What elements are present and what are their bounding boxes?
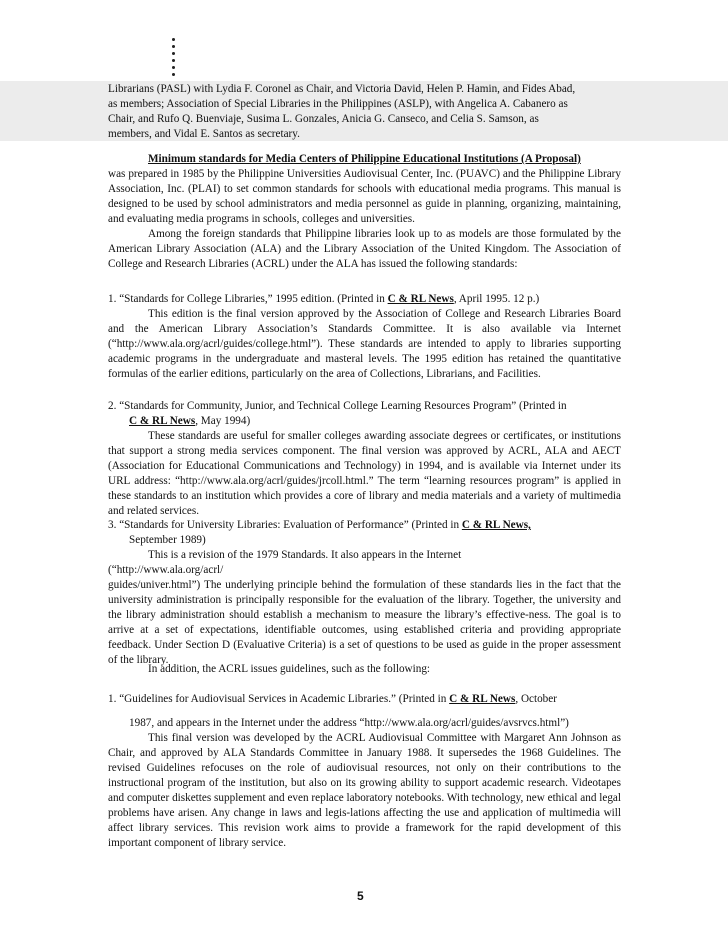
publication-link: C & RL News bbox=[387, 293, 454, 305]
line: Librarians (PASL) with Lydia F. Coronel as Chair, and Victoria David, Helen P. Hamin, and Fides Abad, bbox=[108, 83, 576, 95]
guideline-1-body: This final version was developed by the ACRL Audiovisual Committee with Margaret Ann Johnson as Chair, and approved by ALA Standards Committee in January 1988. It supersedes the 1968 Guidelines. The revised Guidelines refocuses on the role of audiovisual resources, not only on their contributions to the instructional program of the institution, but also on its growing ability to support academic research. Videotapes and computer diskettes supplement and even replace laboratory notebooks. With technology, new ethical and legal problems have arisen. Any change in laws and legis-lations affecting the use and application of multimedia will affect library services. This revision work aims to provide a framework for the rapid development of this important component of library service. bbox=[108, 732, 621, 849]
item-1-heading: 1. “Standards for College Libraries,” 1995 edition. (Printed in C & RL News, April 1995. 12 p.) bbox=[108, 293, 540, 305]
minimum-standards-paragraph bbox=[108, 152, 621, 227]
item-3-date: September 1989) bbox=[129, 534, 206, 546]
item-2-body: These standards are useful for smaller colleges awarding associate degrees or certificates, or institutions that support a strong media services component. The final version was approved by ACRL, ALA and AECT (Association for Educational Communications and Technology) in 1994, and is available via Internet under its URL address: “http://www.ala.org/acrl/guides/jrcoll.html.” The term “learning resources program” is applied in these standards to an institution which provides a core of library and media materials and a variety of multimedia and related services. bbox=[108, 430, 621, 517]
foreign-standards-text: Among the foreign standards that Philippine libraries look up to as models are those formulated by the American Library Association (ALA) and the Library Association of the United Kingdom. The Association of College and Research Libraries (ACRL) under the ALA has issued the following standards: bbox=[108, 228, 621, 270]
bullet-dots-decoration bbox=[170, 38, 180, 80]
dot bbox=[172, 45, 175, 48]
item-2-source: C & RL News, May 1994) bbox=[129, 415, 251, 427]
dot bbox=[172, 38, 175, 41]
guideline-1-heading: 1. “Guidelines for Audiovisual Services in Academic Libraries.” (Printed in C & RL News, October bbox=[108, 693, 557, 705]
minimum-standards-text: was prepared in 1985 by the Philippine Universities Audiovisual Center, Inc. (PUAVC) and the Philippine Library Association, Inc. (PLAI) to set common standards for schools with educational media programs. This manual is designed to be used by school administrators and media personnel as guide in planning, organizing, maintaining, and evaluating media programs in schools, colleges and universities. bbox=[108, 168, 621, 225]
page-number: 5 bbox=[357, 889, 364, 903]
item-3-body-2: (“http://www.ala.org/acrl/ bbox=[108, 564, 224, 576]
guidelines-intro: In addition, the ACRL issues guidelines, such as the following: bbox=[148, 663, 431, 675]
line: Chair, and Rufo Q. Buenviaje, Susima L. Gonzales, Anicia G. Canseco, and Celia S. Samson, as bbox=[108, 113, 539, 125]
publication-link: C & RL News, bbox=[461, 519, 531, 531]
publication-link: C & RL News bbox=[129, 415, 196, 427]
item-3-heading: 3. “Standards for University Libraries: Evaluation of Performance” (Printed in C & RL News, bbox=[108, 519, 531, 531]
guideline-item-1 bbox=[108, 692, 621, 707]
guideline-item-1-body bbox=[108, 716, 621, 851]
dot bbox=[172, 59, 175, 62]
item-3-body-1: This is a revision of the 1979 Standards. It also appears in the Internet bbox=[148, 549, 462, 561]
dot bbox=[172, 52, 175, 55]
foreign-standards-paragraph bbox=[108, 227, 621, 272]
item-3-body-3: guides/univer.html”) The underlying principle behind the formulation of these standards lies in the fact that the university administration is principally responsible for the evaluation of the library. Together, the university and the library administration should establish a mechanism to measure the library’s effective-ness. The goal is to arrive at a set of expectations, identifiable outcomes, using established criteria and providing appropriate feedback. Under Section D (Evaluative Criteria) is a set of questions to be used as guide in the proper assessment of the library. bbox=[108, 579, 621, 666]
item-1-body: This edition is the final version approved by the Association of College and Research Libraries Board and the American Library Association’s Standards Committee. It is also available via Internet (“http://www.ala.org/acrl/guides/college.html”). These standards are intended to apply to libraries supporting academic programs in the undergraduate and masteral levels. The 1995 edition has retained the quantitative formulas of the earlier editions, particularly on the area of Collections, Librarians, and Facilities. bbox=[108, 308, 621, 380]
dot bbox=[172, 73, 175, 76]
standard-item-3 bbox=[108, 518, 621, 668]
dot bbox=[172, 66, 175, 69]
standard-item-2 bbox=[108, 399, 621, 519]
item-2-heading: 2. “Standards for Community, Junior, and Technical College Learning Resources Program” (Printed in bbox=[108, 400, 567, 412]
organizations-paragraph bbox=[108, 82, 621, 142]
line: members, and Vidal E. Santos as secretary. bbox=[108, 128, 300, 140]
guideline-1-continuation: 1987, and appears in the Internet under the address “http://www.ala.org/acrl/guides/avsrvcs.html”) bbox=[129, 717, 569, 729]
minimum-standards-title: Minimum standards for Media Centers of Philippine Educational Institutions (A Proposal) bbox=[148, 153, 581, 165]
publication-link: C & RL News bbox=[449, 693, 516, 705]
standard-item-1 bbox=[108, 292, 621, 382]
line: as members; Association of Special Libraries in the Philippines (ASLP), with Angelica A. Cabanero as bbox=[108, 98, 568, 110]
